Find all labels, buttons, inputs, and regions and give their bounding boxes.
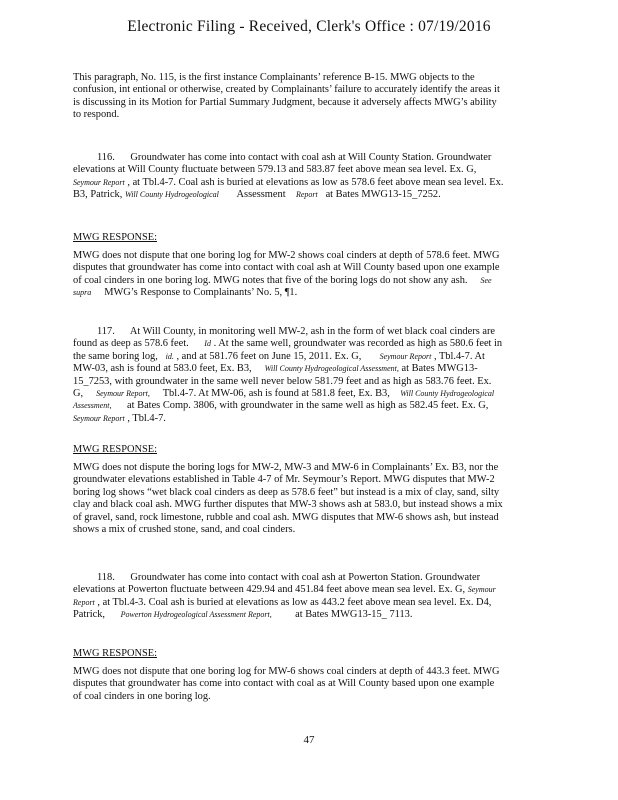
paragraph-116-text — [73, 152, 505, 202]
citation: Will County Hydrogeological Assessment, — [73, 389, 495, 411]
paragraph-body: Groundwater has come into contact with coal ash at Powerton Station. Groundwater elevations at Powerton fluctuate between 429.94 and 451.84 feet above mean sea level. Ex. G, — [73, 572, 481, 596]
paragraph-body: . At the same well, groundwater was recorded as high as 580.6 feet in the same boring log, — [73, 338, 503, 362]
paragraph-118-text — [73, 572, 505, 622]
paragraph-number: 116. — [97, 152, 115, 163]
paragraph-116 — [73, 152, 505, 202]
citation: Id — [204, 339, 211, 349]
citation: Powerton Hydrogeological Assessment Report, — [120, 610, 272, 620]
paragraph-body: at Bates Comp. 3806, with groundwater in the same well as high as 582.45 feet. Ex. G, — [127, 400, 489, 412]
filing-header: Electronic Filing - Received, Clerk's Office : 07/19/2016 — [127, 18, 491, 35]
response-label-118: MWG RESPONSE: — [73, 648, 158, 659]
paragraph-body: , and at 581.76 feet on June 15, 2011. Ex. G, — [176, 350, 362, 362]
paragraph-118 — [73, 572, 505, 622]
paragraph-body: Groundwater has come into contact with coal ash at Will County Station. Groundwater elevations at Will County fluctuate between 579.13 and 583.87 feet above mean sea level. Ex. G, — [73, 152, 492, 176]
citation: Report — [295, 190, 318, 200]
citation: Will County Hydrogeological Assessment, — [264, 364, 399, 374]
response-body: MWG’s Response to Complainants’ No. 5, ¶1. — [104, 287, 298, 299]
paragraph-body: , Tbl.4-7. At MW-03, ash is found at 583.0 feet, Ex. B3, — [73, 350, 485, 375]
citation: Seymour Report, — [96, 389, 150, 399]
response-116-text — [73, 250, 505, 300]
response-label-116: MWG RESPONSE: — [73, 232, 158, 243]
paragraph-body: , at Tbl.4-7. Coal ash is buried at elevations as low as 578.6 feet above mean sea level. Ex. B3, Patrick, — [73, 176, 504, 201]
citation: See supra — [73, 275, 492, 298]
paragraph-body: , Tbl.4-7. — [127, 412, 166, 424]
paragraph-body: , at Tbl.4-3. Coal ash is buried at elevations as low as 443.2 feet above mean sea level. Ex. D4, Patrick, — [73, 596, 492, 621]
response-117 — [73, 462, 505, 536]
citation: id. — [165, 351, 174, 361]
paragraph-117 — [73, 326, 505, 425]
response-116 — [73, 250, 505, 300]
citation: Seymour Report — [73, 413, 125, 423]
response-118-text: MWG does not dispute that one boring log for MW-6 shows coal cinders at depth of 443.3 feet. MWG disputes that groundwater has come into contact with coal as at Will County based upon one example of coal cinders in one boring log. — [73, 666, 500, 702]
paragraph-body: At Will County, in monitoring well MW-2, ash in the form of wet black coal cinders are found as deep as 578.6 feet. — [73, 326, 496, 350]
paragraph-body: at Bates MWG13-15_ 7113. — [295, 609, 413, 621]
paragraph-number: 118. — [97, 572, 115, 583]
paragraph-117-text — [73, 326, 505, 425]
paragraph-number: 117. — [97, 326, 115, 337]
intro-paragraph — [73, 72, 505, 122]
citation: Seymour Report — [379, 351, 432, 361]
citation: Seymour Report — [73, 177, 125, 187]
paragraph-body: Tbl.4-7. At MW-06, ash is found at 581.8 feet, Ex. B3, — [162, 388, 390, 400]
paragraph-body: at Bates MWG13-15_7252. — [325, 189, 441, 201]
citation: Will County Hydrogeological — [124, 190, 219, 200]
intro-text: This paragraph, No. 115, is the first instance Complainants’ reference B-15. MWG objects to the confusion, int entional or otherwise, created by Complainants’ failure to accurately identify the areas it is discussing in its Motion for Partial Summary Judgment, because it adversely affects MWG’s ability to respond. — [73, 72, 500, 121]
response-label-117: MWG RESPONSE: — [73, 444, 158, 455]
page-number: 47 — [303, 734, 315, 746]
response-118 — [73, 666, 505, 703]
response-body: MWG does not dispute that one boring log for MW-2 shows coal cinders at depth of 578.6 feet. MWG disputes that groundwater has come into contact with coal ash at Will County based upon one example of coal cinders in one boring log. MWG notes that five of the boring logs do not show any ash. — [73, 250, 500, 286]
citation: Seymour Report — [73, 585, 496, 607]
paragraph-body: at Bates MWG13-15_7253, with groundwater in the same well never below 581.79 feet and as high as 583.76 feet. Ex. G, — [73, 363, 492, 400]
paragraph-body: Assessment — [236, 189, 286, 201]
response-117-text: MWG does not dispute the boring logs for MW-2, MW-3 and MW-6 in Complainants’ Ex. B3, nor the groundwater elevations established in Table 4-7 of Mr. Seymour’s Report. MWG disputes that MW-2 boring log shows “wet black coal cinders as deep as 578.6 feet” but instead is a mix of clay, sand, silty clay and black coal ash. MWG further disputes that MW-3 shows ash at 583.0, but instead shows a mix of gravel, sand, rock limestone, rubble and coal ash. MWG disputes that MW-6 shows ash, but instead shows a mix of crushed stone, sand, and coal cinders. — [73, 462, 503, 536]
